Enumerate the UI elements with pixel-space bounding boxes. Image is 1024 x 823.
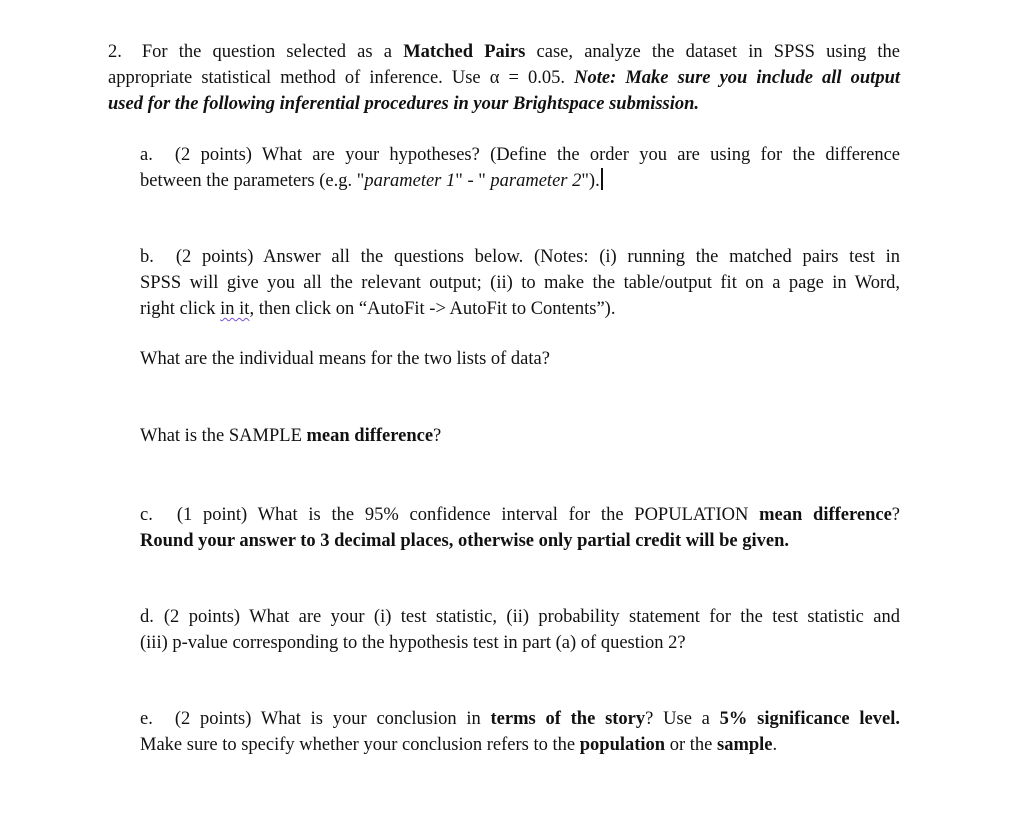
part-letter: e. <box>140 709 153 729</box>
part-e: e. (2 points) What is your conclusion in terms of the story? Use a 5% significance level. Make sure to specify whether your conclusion refers to the population or the sample. <box>140 709 900 755</box>
part-letter: d. <box>140 607 154 627</box>
part-b-question-mean-diff: What is the SAMPLE mean difference? <box>140 426 442 446</box>
rounding-instruction: Round your answer to 3 decimal places, otherwise only partial credit will be given. <box>140 531 790 551</box>
part-c: c. (1 point) What is the 95% confidence interval for the POPULATION mean difference? Round your answer to 3 decimal places, otherwise only partial credit will be given. <box>140 505 901 551</box>
part-letter: b. <box>140 247 154 267</box>
part-b: b. (2 points) Answer all the questions below. (Notes: (i) running the matched pairs test in SPSS will give you all the relevant output; (ii) to make the table/output fit on a page in Word, right click in it, then click on “AutoFit -> AutoFit to Contents”). <box>140 247 900 319</box>
q2-line-1: 2. For the question selected as a Matched Pairs case, analyze the dataset in SPSS using the <box>108 42 900 62</box>
part-a: a. (2 points) What are your hypotheses? (Define the order you are using for the difference between the parameters (e.g. "parameter 1" - " parameter 2"). <box>140 145 900 191</box>
part-letter: a. <box>140 145 153 165</box>
part-d: d. (2 points) What are your (i) test statistic, (ii) probability statement for the test statistic and (iii) p-value corresponding to the hypothesis test in part (a) of question 2? <box>140 607 900 653</box>
note-text-cont: used for the following inferential procedures in your Brightspace submission. <box>108 94 700 114</box>
question-number: 2. <box>108 42 122 62</box>
part-letter: c. <box>140 505 153 525</box>
q2-line-3 <box>108 91 900 117</box>
q2-line-2: appropriate statistical method of inference. Use α = 0.05. Note: Make sure you include all output <box>108 68 900 88</box>
part-b-question-means: What are the individual means for the two lists of data? <box>140 349 550 369</box>
text-cursor[interactable] <box>601 168 603 190</box>
matched-pairs-term: Matched Pairs <box>403 42 526 62</box>
spellcheck-squiggle[interactable]: in it <box>220 299 250 319</box>
note-text: Note: Make sure you include all output <box>574 68 900 88</box>
question-2-intro <box>108 39 900 117</box>
